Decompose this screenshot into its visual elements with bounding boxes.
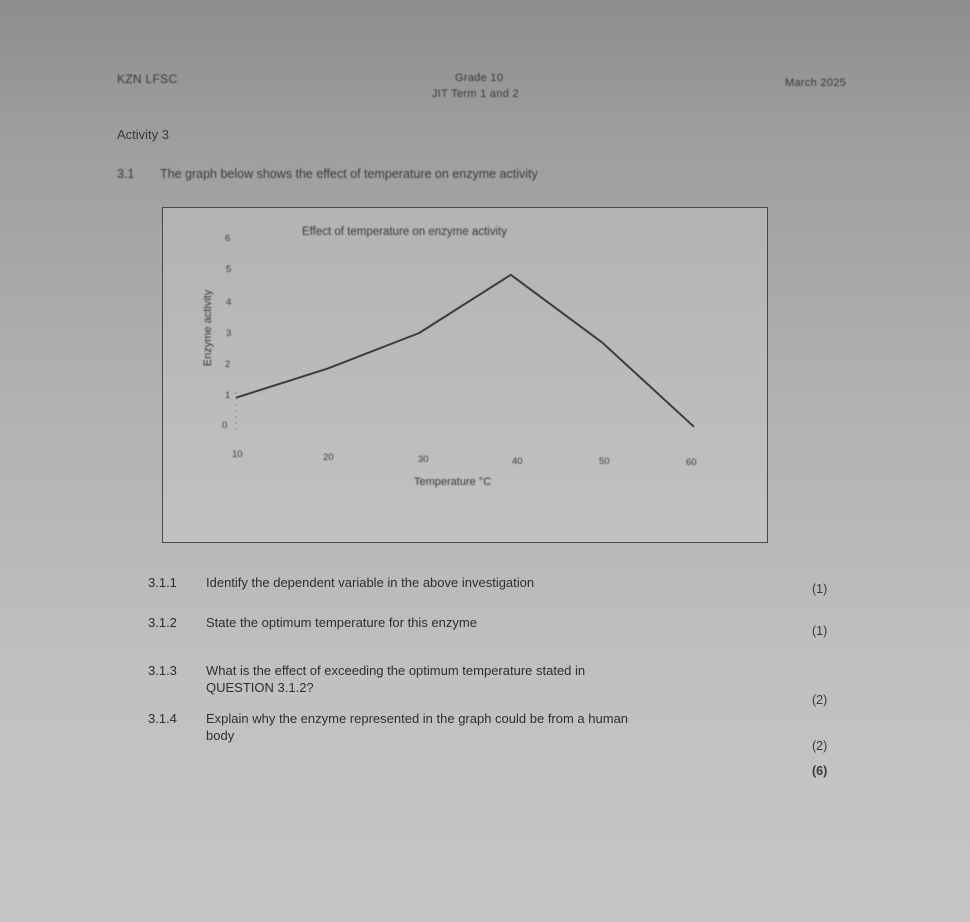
question-text: State the optimum temperature for this enzyme [206, 615, 477, 630]
header-term: JIT Term 1 and 2 [432, 88, 519, 100]
header-subject: KZN LFSC [117, 72, 178, 86]
question-3-1-2 [148, 614, 477, 631]
x-tick: 50 [599, 456, 610, 467]
total-marks: (6) [812, 764, 828, 778]
question-number: 3.1.4 [148, 711, 177, 726]
x-tick: 10 [232, 449, 243, 460]
x-tick: 60 [686, 457, 697, 468]
chart-title: Effect of temperature on enzyme activity [302, 226, 507, 238]
marks-3-1-4: (2) [812, 739, 828, 753]
question-text: Explain why the enzyme represented in the graph could be from a human [206, 711, 629, 726]
question-number: 3.1.1 [148, 575, 177, 590]
y-tick: 3 [226, 328, 232, 339]
marks-3-1-1: (1) [812, 582, 828, 596]
question-3-1-1 [148, 574, 534, 591]
x-axis-label: Temperature °C [414, 476, 492, 488]
x-tick: 40 [512, 456, 523, 467]
question-text: What is the effect of exceeding the optimum temperature stated in [206, 663, 586, 678]
y-tick: 6 [225, 233, 231, 244]
marks-3-1-3: (2) [812, 693, 828, 707]
y-tick: 2 [225, 359, 231, 370]
y-axis-label: Enzyme activity [202, 289, 214, 367]
question-number: 3.1.3 [148, 663, 177, 678]
x-tick: 30 [418, 454, 429, 465]
marks-3-1-2: (1) [812, 624, 828, 638]
y-tick: 1 [225, 390, 231, 401]
question-3-1-4 [148, 710, 628, 744]
y-tick: 0 [222, 420, 228, 431]
question-number: 3.1.2 [148, 615, 177, 630]
y-tick: 4 [226, 297, 232, 308]
question-3-1-3 [148, 662, 585, 696]
x-tick: 20 [323, 452, 334, 463]
intro-question-number: 3.1 [117, 167, 135, 181]
header-grade: Grade 10 [455, 72, 504, 84]
intro-text: The graph below shows the effect of temperature on enzyme activity [160, 167, 538, 181]
y-tick: 5 [226, 264, 232, 275]
activity-title: Activity 3 [117, 127, 170, 142]
question-text-line2: body [206, 728, 235, 743]
question-text: Identify the dependent variable in the above investigation [206, 575, 535, 590]
header-date: March 2025 [785, 77, 847, 89]
question-text-line2: QUESTION 3.1.2? [206, 680, 314, 695]
